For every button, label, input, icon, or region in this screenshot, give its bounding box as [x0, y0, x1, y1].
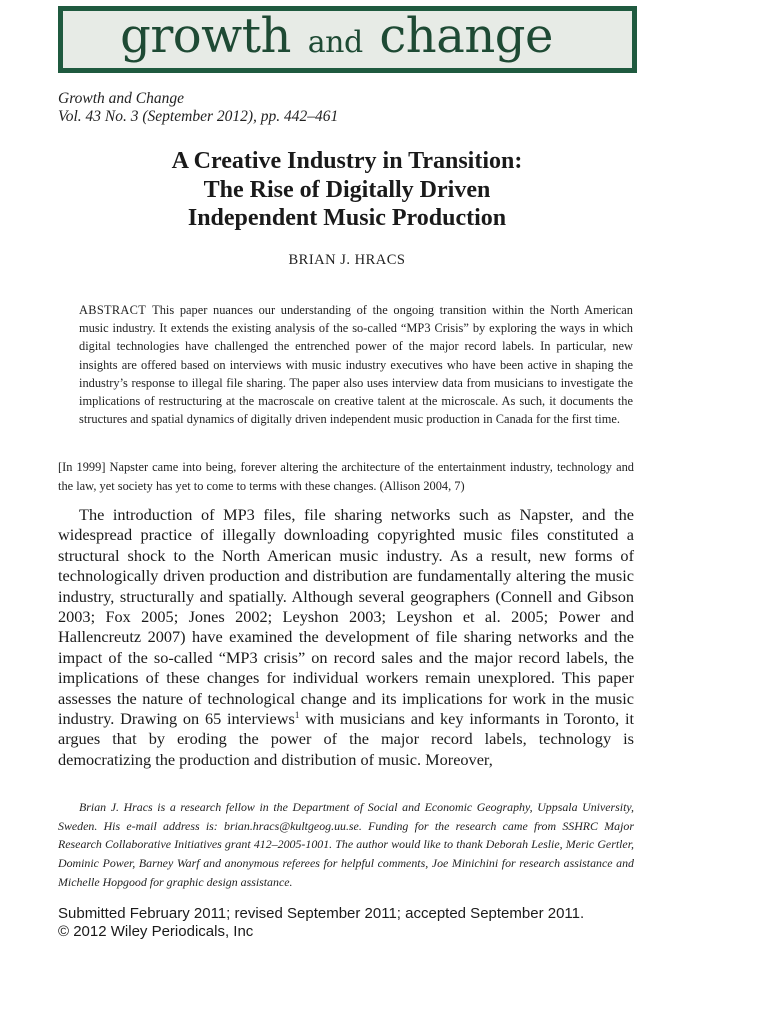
journal-logo-title: [120, 7, 553, 64]
title-line: The Rise of Digitally Driven: [203, 176, 491, 203]
logo-word-and: and: [307, 24, 363, 60]
masthead-panel: [63, 7, 632, 68]
copyright-notice: © 2012 Wiley Periodicals, Inc: [58, 923, 254, 940]
abstract-text: This paper nuances our understanding of the ongoing transition within the North American music industry. It extends the existing analysis of the so-called “MP3 Crisis” by exploring the ways in which digital technologies have challenged the entrenched power of the major record labels. In particular, new insights are offered based on interviews with music industry executives who have been active in shaping the industry’s response to illegal file sharing. The paper also uses interview data from musicians to investigate the implications of restructuring at the macroscale on creative talent at the microscale. As such, it documents the structures and spatial dynamics of digitally driven independent music production in Canada for the first time.: [79, 303, 633, 427]
body-text-part2: with musicians and key informants in Toronto, it argues that by eroding the power of the major record labels, technology is democratizing the production and distribution of music. Moreover,: [58, 709, 635, 769]
submission-dates: Submitted February 2011; revised September 2011; accepted September 2011.: [58, 905, 585, 922]
title-line: A Creative Industry in Transition:: [171, 148, 523, 174]
title-line: Independent Music Production: [187, 205, 507, 231]
journal-masthead: [58, 6, 637, 73]
footnote-marker: 1: [294, 710, 300, 721]
journal-name: Growth and Change: [58, 90, 185, 107]
body-text-part1: The introduction of MP3 files, file sharing networks such as Napster, and the widespread practice of illegally downloading copyrighted music files constituted a structural shock to the North American music industry. As a result, new forms of technologically driven production and distribution are fundamentally altering the music industry, structurally and spatially. Although several geographers (Connell and Gibson 2003; Fox 2005; Jones 2002; Leyshon 2003; Leyshon et al. 2005; Power and Hallencreutz 2007) have examined the development of file sharing networks and the impact of the so-called “MP3 crisis” on record sales and the major record labels, the implications of these changes for individual workers remain unexplored. This paper assesses the nature of technological change and its implications for work in the music industry. Drawing on 65 interviews: [58, 505, 634, 729]
logo-word-growth: growth: [120, 7, 291, 64]
author-footnote: Brian J. Hracs is a research fellow in the Department of Social and Economic Geography, Uppsala University, Sweden. His e-mail address is: brian.hracs@kultgeog.uu.se. Funding for the research came from SSHRC Major Research Collaborative Initiatives grant 412–2005-1001. The author would like to thank Deborah Leslie, Meric Gertler, Dominic Power, Barney Warf and anonymous referees for helpful comments, Joe Minichini for research assistance and Michelle Hopgood for graphic design assistance.: [58, 800, 634, 889]
volume-info: Vol. 43 No. 3 (September 2012), pp. 442–461: [58, 108, 339, 125]
abstract: [79, 301, 633, 428]
epigraph-quote: [In 1999] Napster came into being, forever altering the architecture of the entertainment industry, technology and the law, yet society has yet to come to terms with these changes. (Allison 2004, 7): [58, 460, 634, 493]
author-name: BRIAN J. HRACS: [288, 252, 406, 268]
body-paragraph: [58, 505, 634, 770]
logo-word-change: change: [379, 7, 553, 64]
journal-citation: [58, 90, 338, 126]
abstract-label: ABSTRACT: [79, 303, 147, 317]
article-title: [58, 147, 636, 233]
submission-info: [58, 905, 584, 941]
